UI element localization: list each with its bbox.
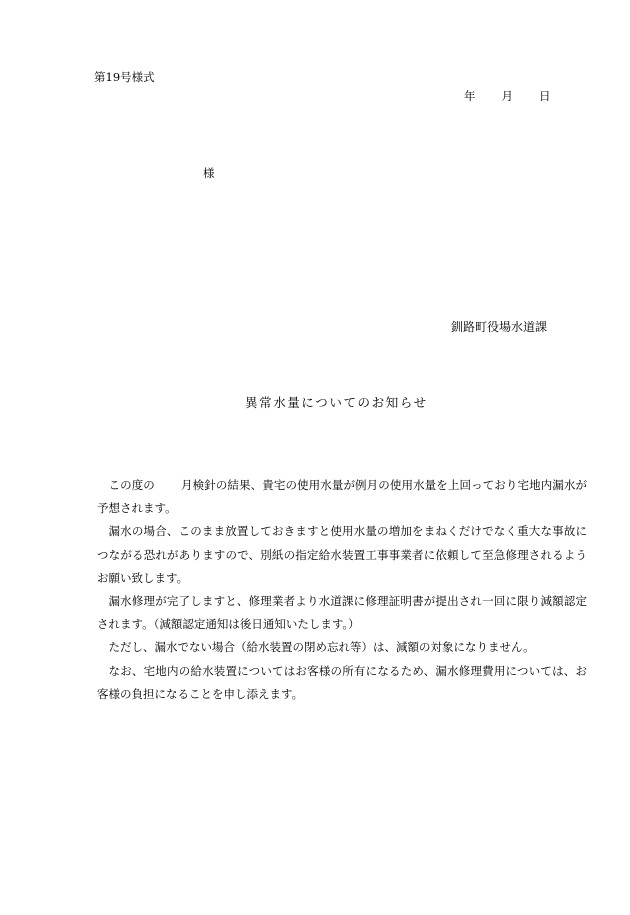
date-year-label: 年	[464, 89, 476, 103]
paragraph-4: ただし、漏水でない場合（給水装置の閉め忘れ等）は、減額の対象になりません。	[108, 640, 535, 655]
paragraph-2: 漏水の場合、このまま放置しておきますと使用水量の増加をまねくだけでなく重大な事故につながる恐れがありますので、別紙の指定給水装置工事事業者に依頼して至急修理されるようお願い致します。	[97, 524, 587, 585]
document-title: 異常水量についてのお知らせ	[245, 395, 428, 410]
addressee-honorific: 様	[203, 166, 215, 180]
paragraph-5: なお、宅地内の給水装置についてはお客様の所有になるため、漏水修理費用については、お客様の負担になることを申し添えます。	[97, 663, 587, 701]
date-month-label: 月	[501, 89, 513, 103]
date-line	[464, 89, 551, 103]
paragraph-3: 漏水修理が完了しますと、修理業者より水道課に修理証明書が提出され一回に限り減額認定されます。（減額認定通知は後日通知いたします。）	[97, 594, 587, 632]
issuer-name: 釧路町役場水道課	[451, 320, 548, 334]
form-number: 第19号様式	[94, 70, 155, 84]
paragraph-1-lead: この度の	[108, 478, 155, 492]
notice-body	[97, 474, 587, 706]
paragraph-1	[97, 474, 587, 520]
paragraph-1-rest: 月検針の結果、貴宅の使用水量が例月の使用水量を上回っており宅地内漏水が予想されます。	[97, 478, 588, 516]
date-day-label: 日	[539, 89, 551, 103]
